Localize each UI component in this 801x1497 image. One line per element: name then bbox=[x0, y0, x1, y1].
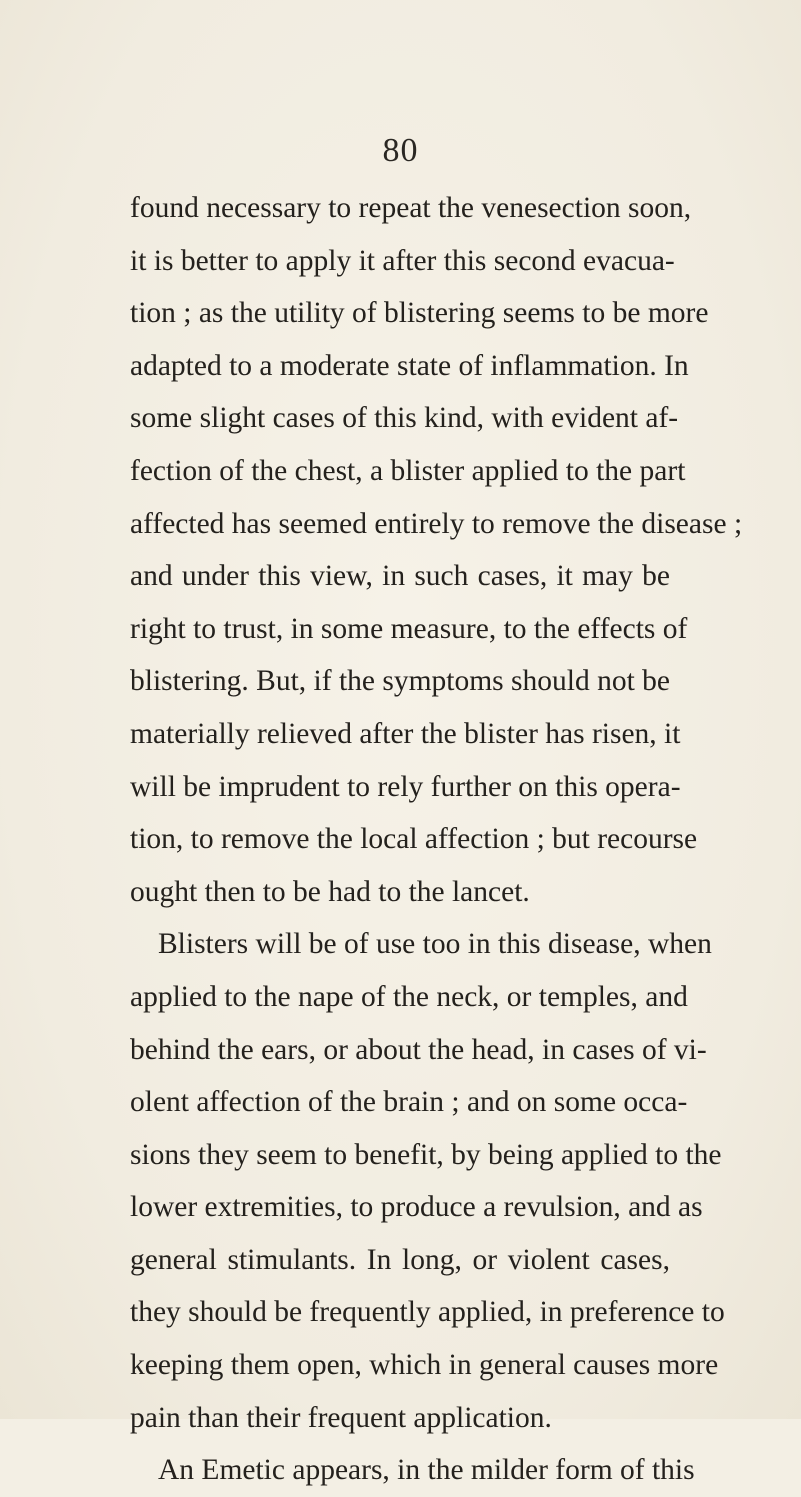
text-line: will be imprudent to rely further on this opera- bbox=[130, 770, 681, 803]
text-line: fection of the chest, a blister applied to the part bbox=[130, 454, 686, 487]
text-line: applied to the nape of the neck, or temples, and bbox=[130, 980, 688, 1013]
text-line: materially relieved after the blister has risen, it bbox=[130, 717, 681, 750]
text-line: pain than their frequent application. bbox=[130, 1401, 552, 1434]
text-line: ought then to be had to the lancet. bbox=[130, 875, 530, 908]
text-line: it is better to apply it after this second evacua- bbox=[130, 244, 675, 277]
text-line: blistering. But, if the symptoms should not be bbox=[130, 665, 671, 698]
text-line: olent affection of the brain ; and on some occa- bbox=[130, 1086, 688, 1119]
text-line: An Emetic appears, in the milder form of this bbox=[158, 1454, 695, 1487]
text-line: adapted to a moderate state of inflammation. In bbox=[130, 349, 689, 382]
text-line: behind the ears, or about the head, in cases of vi- bbox=[130, 1033, 707, 1066]
text-line: Blisters will be of use too in this disease, when bbox=[158, 928, 712, 961]
text-line: sions they seem to benefit, by being applied to the bbox=[130, 1138, 722, 1171]
text-line: some slight cases of this kind, with evident af- bbox=[130, 402, 679, 435]
text-line: tion, to remove the local affection ; but recourse bbox=[130, 823, 698, 856]
page-number: 80 bbox=[382, 132, 419, 169]
body-text bbox=[130, 182, 743, 1497]
text-line: keeping them open, which in general causes more bbox=[130, 1349, 719, 1382]
text-line: they should be frequently applied, in preference to bbox=[130, 1296, 725, 1329]
text-line: found necessary to repeat the venesection soon, bbox=[130, 192, 692, 224]
text-line: and under this view, in such cases, it may be bbox=[130, 560, 670, 593]
text-line: general stimulants. In long, or violent cases, bbox=[130, 1243, 670, 1276]
text-line: lower extremities, to produce a revulsion, and as bbox=[130, 1191, 703, 1224]
text-line: affected has seemed entirely to remove the disease ; bbox=[130, 507, 743, 540]
text-line: tion ; as the utility of blistering seems to be more bbox=[130, 297, 709, 330]
text-line: right to trust, in some measure, to the effects of bbox=[130, 612, 688, 645]
